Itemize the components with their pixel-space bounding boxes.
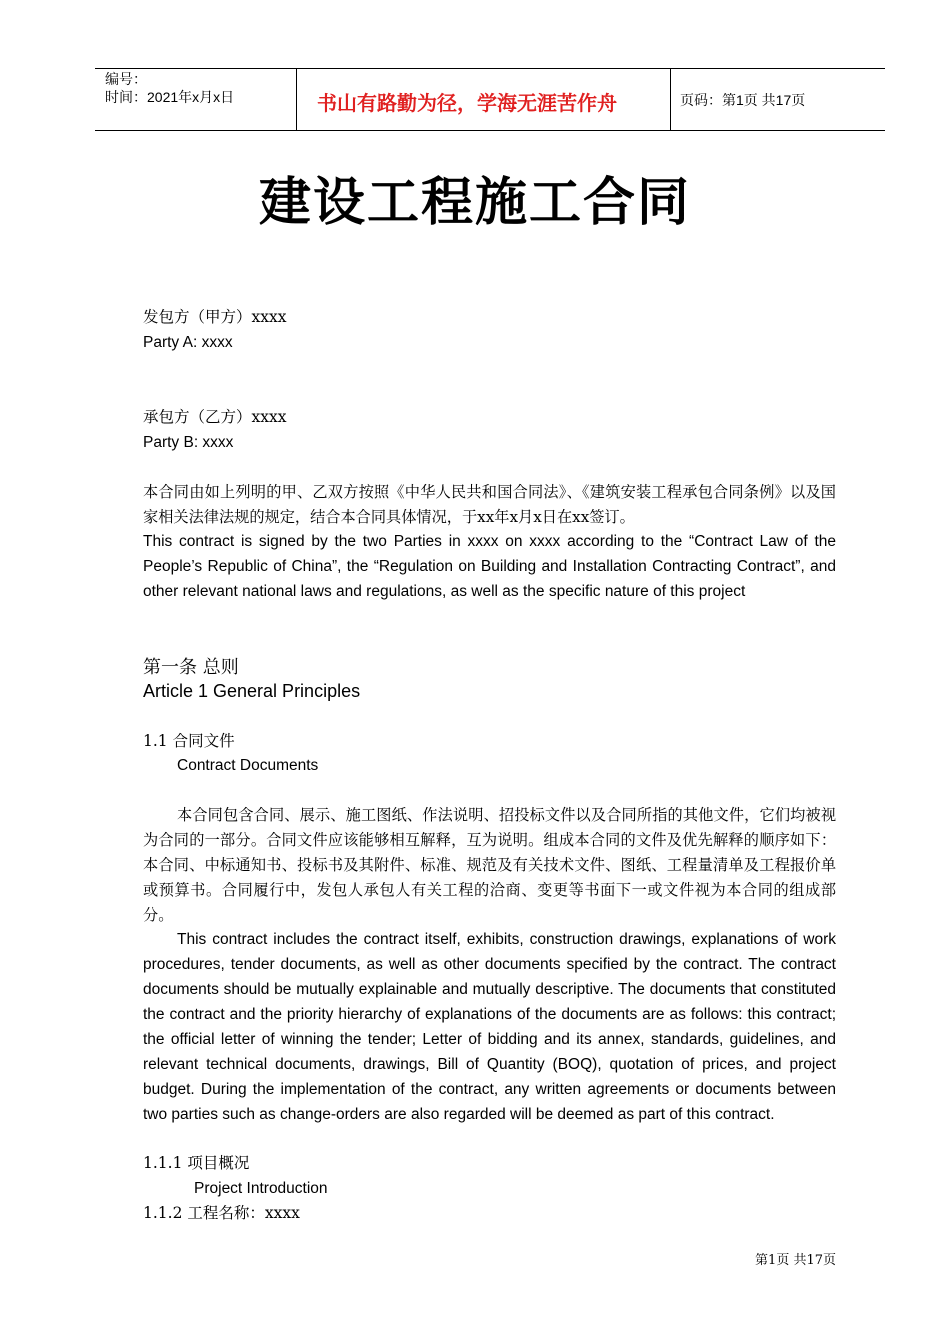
document-title: 建设工程施工合同	[258, 173, 691, 233]
section-1-1-1-cn: 1.1.1 项目概况	[143, 1154, 250, 1172]
section-1-1-1-en: Project Introduction	[194, 1180, 328, 1197]
article-1-heading-en: Article 1 General Principles	[143, 681, 361, 701]
number-label: 编号：	[105, 71, 147, 87]
header-page-number: 页码：第1页 共17页	[680, 92, 806, 108]
section-1-1-2-cn: 1.1.2 工程名称：xxxx	[143, 1204, 300, 1222]
party-b-en: Party B: xxxx	[143, 434, 234, 451]
header-motto: 书山有路勤为径，学海无涯苦作舟	[317, 91, 617, 115]
header-motto-cell	[296, 69, 671, 130]
party-b-cn: 承包方（乙方）xxxx	[143, 408, 287, 426]
intro-paragraph-cn: 本合同由如上列明的甲、乙双方按照《中华人民共和国合同法》、《建筑安装工程承包合同条例》以及国家相关法律法规的规定，结合本合同具体情况，于xx年x月x日在xx签订。	[143, 483, 836, 526]
time-label: 时间：2021年x月x日	[105, 89, 235, 105]
header-meta-cell	[95, 69, 296, 130]
party-a-en: Party A: xxxx	[143, 334, 233, 351]
contract-documents-cn: 本合同包含合同、展示、施工图纸、作法说明、招投标文件以及合同所指的其他文件，它们均被视为合同的一部分。合同文件应该能够相互解释，互为说明。组成本合同的文件及优先解释的顺序如下：本合同、中标通知书、投标书及其附件、标准、规范及有关技术文件、图纸、工程量清单及工程报价单或预算书。合同履行中，发包人承包人有关工程的洽商、变更等书面下一或文件视为本合同的组成部分。	[143, 806, 836, 924]
contract-documents-en: This contract includes the contract itself, exhibits, construction drawings, explanations of work procedures, tender documents, as well as other documents specified by the contract. The contract documents should be mutually explainable and mutually descriptive. The documents that constituted the contract and the priority hierarchy of explanations of the documents are as follows: this contract; the official letter of winning the tender; Letter of bidding and its annex, standards, guidelines, and relevant technical documents, drawings, Bill of Quantity (BOQ), quotation of prices, and project budget. During the implementation of the contract, any written agreements or documents between two parties such as change-orders are also regarded will be deemed as part of this contract.	[143, 931, 836, 1123]
header-page-cell	[670, 69, 885, 130]
party-a-cn: 发包方（甲方）xxxx	[143, 308, 287, 326]
page-header	[95, 68, 885, 131]
page-footer: 第1页 共17页	[755, 1253, 836, 1268]
intro-paragraph-en: This contract is signed by the two Parties in xxxx on xxxx according to the “Contract Law of the People’s Republic of China”, the “Regulation on Building and Installation Contracting Contract”, and other relevant national laws and regulations, as well as the specific nature of this project	[143, 533, 836, 600]
section-1-1-cn: 1.1 合同文件	[143, 732, 235, 750]
article-1-heading-cn: 第一条 总则	[143, 657, 239, 678]
section-1-1-en: Contract Documents	[177, 757, 319, 774]
